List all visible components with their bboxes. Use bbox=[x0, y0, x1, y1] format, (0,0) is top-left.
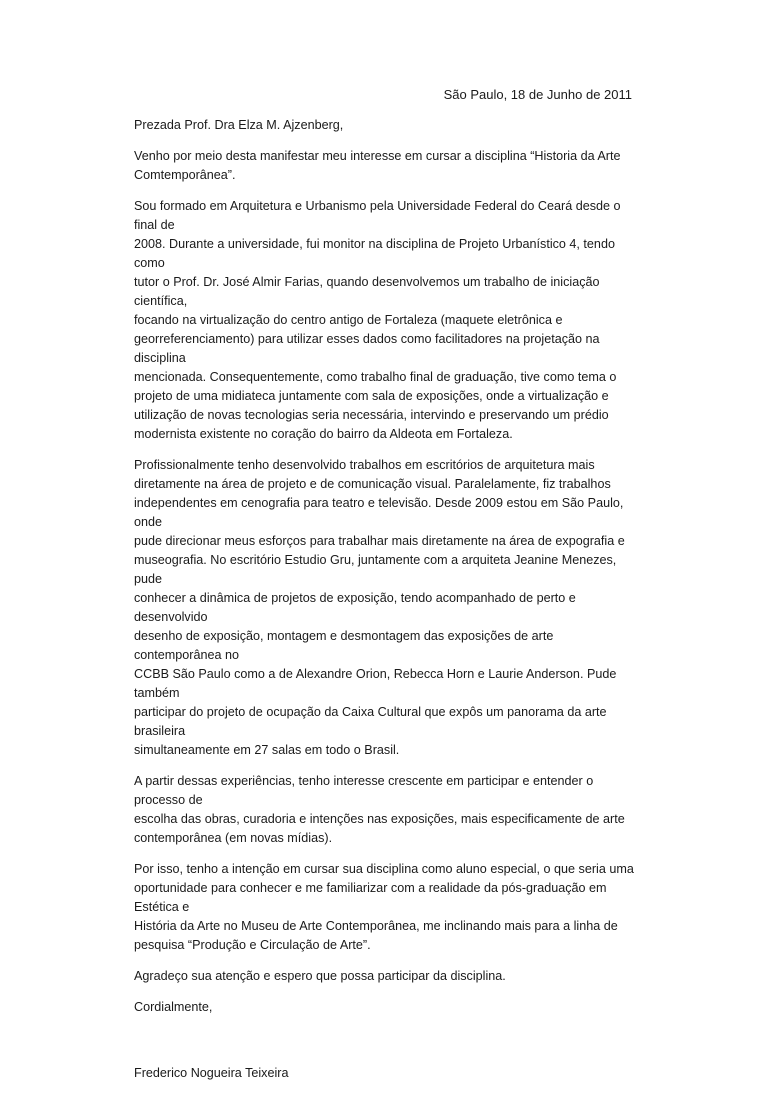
salutation: Prezada Prof. Dra Elza M. Ajzenberg, bbox=[134, 118, 344, 132]
paragraph-thanks: Agradeço sua atenção e espero que possa participar da disciplina. bbox=[134, 969, 506, 983]
paragraph-interest: Venho por meio desta manifestar meu interesse em cursar a disciplina “Historia da Arte Comtemporânea”. bbox=[134, 149, 621, 182]
paragraph-experience: A partir dessas experiências, tenho interesse crescente em participar e entender o processo de escolha das obras, curadoria e intenções nas exposições, mais especificamente de arte contemporânea (em novas mídias). bbox=[134, 774, 625, 845]
letter-date: São Paulo, 18 de Junho de 2011 bbox=[443, 87, 632, 102]
paragraph-intention: Por isso, tenho a intenção em cursar sua disciplina como aluno especial, o que seria uma oportunidade para conhecer e me familiarizar com a realidade da pós-graduação em Estética e História da Arte no Museu de Arte Contemporânea, me inclinando mais para a linha de pesquisa “Produção e Circulação de Arte”. bbox=[134, 862, 634, 952]
paragraph-education: Sou formado em Arquitetura e Urbanismo pela Universidade Federal do Ceará desde o final de 2008. Durante a universidade, fui monitor na disciplina de Projeto Urbanístico 4, tendo como tutor o Prof. Dr. José Almir Farias, quando desenvolvemos um trabalho de iniciação científica, focando na virtualização do centro antigo de Fortaleza (maquete eletrônica e georreferenciamento) para utilizar esses dados como facilitadores na projetação na disciplina mencionada. Consequentemente, como trabalho final de graduação, tive como tema o projeto de uma midiateca juntamente com sala de exposições, onde a virtualização e utilização de novas tecnologias seria necessária, intervindo e preservando um prédio modernista existente no coração do bairro da Aldeota em Fortaleza. bbox=[134, 199, 621, 441]
letter-body bbox=[134, 116, 639, 1095]
closing: Cordialmente, bbox=[134, 1000, 213, 1014]
paragraph-professional: Profissionalmente tenho desenvolvido trabalhos em escritórios de arquitetura mais diretamente na área de projeto e de comunicação visual. Paralelamente, fiz trabalhos independentes em cenografia para teatro e televisão. Desde 2009 estou em São Paulo, onde pude direcionar meus esforços para trabalhar mais diretamente na área de expografia e museografia. No escritório Estudio Gru, juntamente com a arquiteta Jeanine Menezes, pude conhecer a dinâmica de projetos de exposição, tendo acompanhado de perto e desenvolvido desenho de exposição, montagem e desmontagem das exposições de arte contemporânea no CCBB São Paulo como a de Alexandre Orion, Rebecca Horn e Laurie Anderson. Pude também participar do projeto de ocupação da Caixa Cultural que expôs um panorama da arte brasileira simultaneamente em 27 salas em todo o Brasil. bbox=[134, 458, 625, 757]
signature: Frederico Nogueira Teixeira bbox=[134, 1066, 289, 1080]
